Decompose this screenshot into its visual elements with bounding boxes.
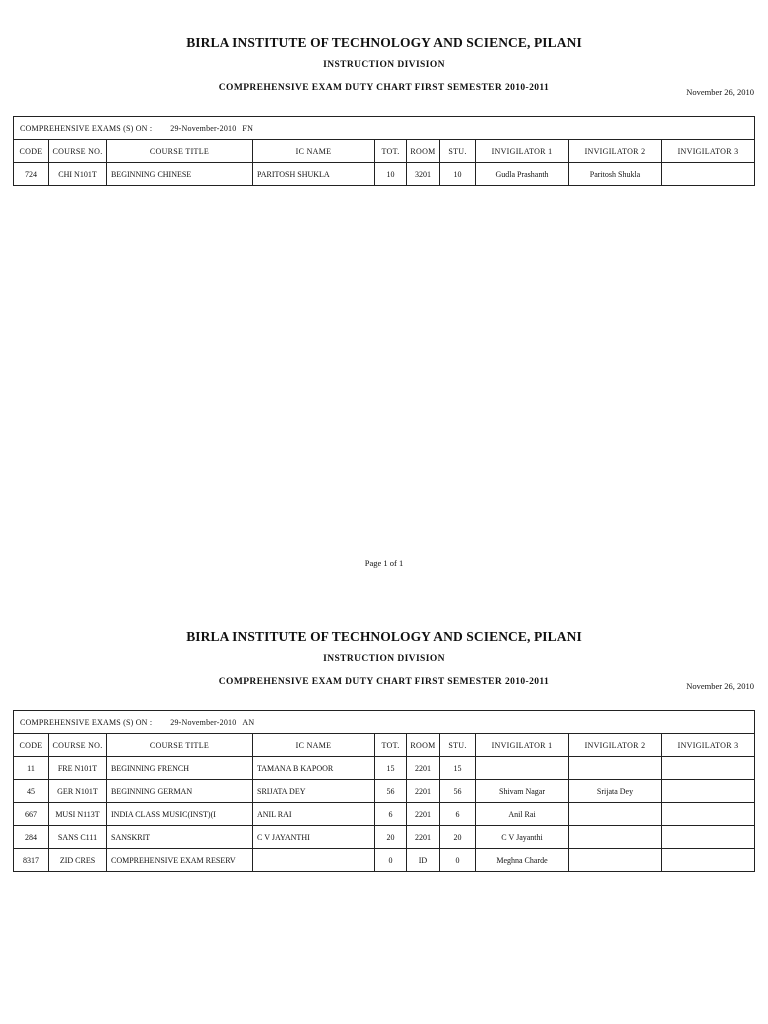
header-cell: TOT. — [375, 734, 407, 757]
table-row — [14, 163, 755, 186]
tot-cell: 10 — [375, 163, 407, 186]
header-cell: INVIGILATOR 2 — [569, 734, 662, 757]
page-number: Page 1 of 1 — [364, 558, 404, 568]
session-cell — [14, 117, 755, 140]
chart-title: COMPREHENSIVE EXAM DUTY CHART FIRST SEMESTER 2010-2011 — [218, 677, 550, 687]
stu-cell: 0 — [440, 849, 476, 872]
invigilator-1-cell: Anil Rai — [476, 803, 569, 826]
session-slot: FN — [242, 123, 254, 133]
room-cell: 2201 — [407, 826, 440, 849]
header-cell: CODE — [14, 140, 49, 163]
course-title-cell: BEGINNING GERMAN — [107, 780, 253, 803]
session-row — [14, 711, 755, 734]
header-cell: ROOM — [407, 734, 440, 757]
stu-cell: 20 — [440, 826, 476, 849]
header-cell: INVIGILATOR 1 — [476, 734, 569, 757]
course-no-cell: MUSI N113T — [49, 803, 107, 826]
course-title-cell: COMPREHENSIVE EXAM RESERV — [107, 849, 253, 872]
header-cell: TOT. — [375, 140, 407, 163]
division-title: INSTRUCTION DIVISION — [323, 60, 445, 70]
invigilator-2-cell — [569, 803, 662, 826]
invigilator-1-cell: Meghna Charde — [476, 849, 569, 872]
course-no-cell: GER N101T — [49, 780, 107, 803]
institute-name: BIRLA INSTITUTE OF TECHNOLOGY AND SCIENCE, PILANI — [186, 629, 582, 644]
stu-cell: 6 — [440, 803, 476, 826]
invigilator-2-cell: Paritosh Shukla — [569, 163, 662, 186]
ic-name-cell: ANIL RAI — [253, 803, 375, 826]
course-no-cell: FRE N101T — [49, 757, 107, 780]
room-cell: 2201 — [407, 803, 440, 826]
table-row — [14, 780, 755, 803]
invigilator-3-cell — [662, 757, 755, 780]
invigilator-3-cell — [662, 803, 755, 826]
tot-cell: 56 — [375, 780, 407, 803]
code-cell: 11 — [14, 757, 49, 780]
course-no-cell: CHI N101T — [49, 163, 107, 186]
invigilator-2-cell — [569, 826, 662, 849]
invigilator-1-cell: Gudla Prashanth — [476, 163, 569, 186]
tot-cell: 6 — [375, 803, 407, 826]
header-cell: INVIGILATOR 2 — [569, 140, 662, 163]
course-title-cell: INDIA CLASS MUSIC(INST)(I — [107, 803, 253, 826]
tot-cell: 20 — [375, 826, 407, 849]
ic-name-cell: C V JAYANTHI — [253, 826, 375, 849]
ic-name-cell: TAMANA B KAPOOR — [253, 757, 375, 780]
tot-cell: 15 — [375, 757, 407, 780]
course-title-cell: BEGINNING CHINESE — [107, 163, 253, 186]
header-cell: INVIGILATOR 1 — [476, 140, 569, 163]
table-row — [14, 849, 755, 872]
header-cell: CODE — [14, 734, 49, 757]
stu-cell: 15 — [440, 757, 476, 780]
code-cell: 724 — [14, 163, 49, 186]
header-cell: COURSE NO. — [49, 140, 107, 163]
institute-name: BIRLA INSTITUTE OF TECHNOLOGY AND SCIENCE, PILANI — [186, 35, 582, 50]
header-cell: INVIGILATOR 3 — [662, 734, 755, 757]
header-row — [14, 734, 755, 757]
header-cell: ROOM — [407, 140, 440, 163]
session-date: 29-November-2010 — [170, 123, 237, 133]
header-cell: IC NAME — [253, 734, 375, 757]
invigilator-3-cell — [662, 826, 755, 849]
duty-table — [13, 710, 755, 872]
header-cell: INVIGILATOR 3 — [662, 140, 755, 163]
invigilator-2-cell: Srijata Dey — [569, 780, 662, 803]
duty-table — [13, 116, 755, 186]
invigilator-3-cell — [662, 780, 755, 803]
session-row — [14, 117, 755, 140]
table-row — [14, 803, 755, 826]
invigilator-3-cell — [662, 849, 755, 872]
code-cell: 8317 — [14, 849, 49, 872]
session-slot: AN — [242, 717, 255, 727]
table-row — [14, 757, 755, 780]
course-title-cell: SANSKRIT — [107, 826, 253, 849]
invigilator-1-cell: C V Jayanthi — [476, 826, 569, 849]
stu-cell: 10 — [440, 163, 476, 186]
invigilator-3-cell — [662, 163, 755, 186]
invigilator-2-cell — [569, 757, 662, 780]
invigilator-2-cell — [569, 849, 662, 872]
room-cell: 2201 — [407, 757, 440, 780]
code-cell: 667 — [14, 803, 49, 826]
chart-title: COMPREHENSIVE EXAM DUTY CHART FIRST SEMESTER 2010-2011 — [218, 83, 550, 93]
report-date: November 26, 2010 — [686, 87, 754, 97]
room-cell: 2201 — [407, 780, 440, 803]
course-title-cell: BEGINNING FRENCH — [107, 757, 253, 780]
invigilator-1-cell — [476, 757, 569, 780]
header-cell: COURSE TITLE — [107, 140, 253, 163]
tot-cell: 0 — [375, 849, 407, 872]
stu-cell: 56 — [440, 780, 476, 803]
session-label: COMPREHENSIVE EXAMS (S) ON : — [20, 123, 153, 133]
division-title: INSTRUCTION DIVISION — [323, 654, 445, 664]
invigilator-1-cell: Shivam Nagar — [476, 780, 569, 803]
ic-name-cell: SRIJATA DEY — [253, 780, 375, 803]
header-cell: STU. — [440, 140, 476, 163]
course-no-cell: ZID CRES — [49, 849, 107, 872]
session-cell — [14, 711, 755, 734]
session-label: COMPREHENSIVE EXAMS (S) ON : — [20, 717, 153, 727]
header-cell: STU. — [440, 734, 476, 757]
header-cell: COURSE TITLE — [107, 734, 253, 757]
code-cell: 284 — [14, 826, 49, 849]
header-row — [14, 140, 755, 163]
ic-name-cell: PARITOSH SHUKLA — [253, 163, 375, 186]
ic-name-cell — [253, 849, 375, 872]
course-no-cell: SANS C111 — [49, 826, 107, 849]
header-cell: IC NAME — [253, 140, 375, 163]
code-cell: 45 — [14, 780, 49, 803]
room-cell: 3201 — [407, 163, 440, 186]
report-date: November 26, 2010 — [686, 681, 754, 691]
session-date: 29-November-2010 — [170, 717, 237, 727]
table-row — [14, 826, 755, 849]
room-cell: ID — [407, 849, 440, 872]
header-cell: COURSE NO. — [49, 734, 107, 757]
